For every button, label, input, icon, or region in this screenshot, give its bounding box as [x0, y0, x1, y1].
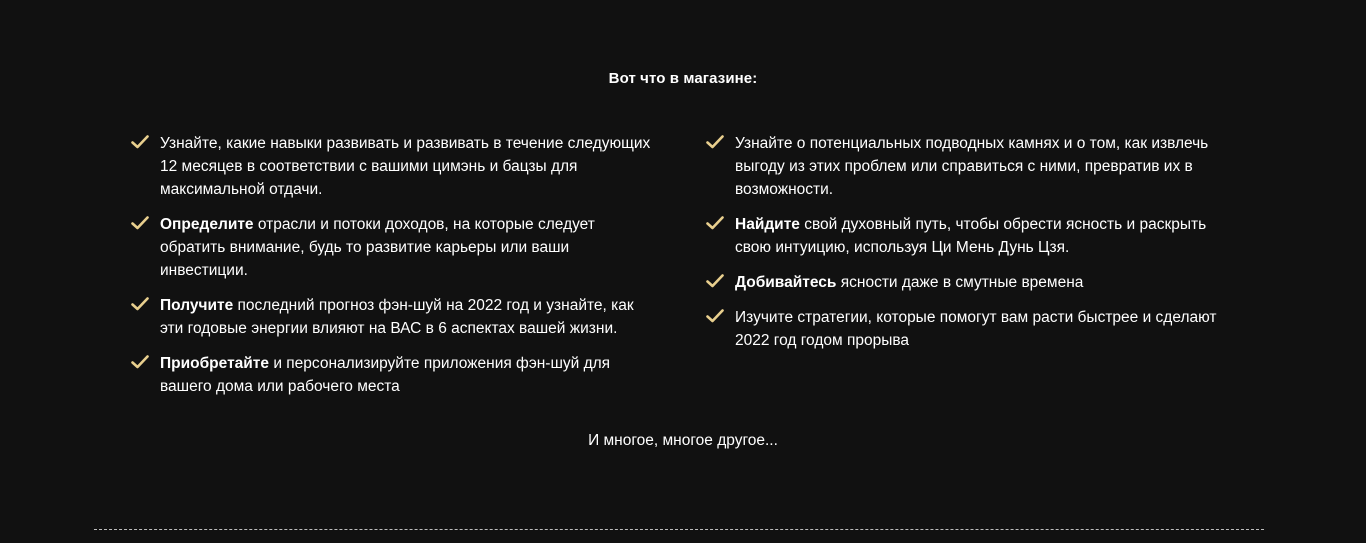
item-text: ясности даже в смутные времена: [836, 274, 1084, 291]
item-text: Узнайте о потенциальных подводных камнях и о том, как извлечь выгоду из этих проблем или справиться с ними, превратив их в возможности.: [735, 135, 1209, 198]
list-item: [706, 306, 1236, 352]
list-item: [131, 132, 651, 201]
checkmark-icon: [131, 216, 149, 230]
list-item: [131, 294, 651, 340]
list-item: [706, 213, 1236, 259]
item-text: Узнайте, какие навыки развивать и развивать в течение следующих 12 месяцев в соответствии с вашими цимэнь и бацзы для максимальной отдачи.: [160, 135, 651, 198]
item-lead: Найдите: [735, 216, 800, 233]
dashed-divider: [94, 529, 1264, 530]
list-item: [131, 352, 651, 398]
benefits-list-right: [706, 132, 1236, 364]
item-lead: Приобретайте: [160, 355, 270, 372]
section-heading: Вот что в магазине:: [608, 70, 758, 87]
list-item: [706, 271, 1236, 294]
list-item: [131, 213, 651, 282]
checkmark-icon: [706, 309, 724, 323]
item-lead: Получите: [160, 297, 234, 314]
checkmark-icon: [706, 135, 724, 149]
item-text: Изучите стратегии, которые помогут вам расти быстрее и сделают 2022 год годом прорыва: [735, 309, 1217, 349]
item-text: свой духовный путь, чтобы обрести ясность и раскрыть свою интуицию, используя Ци Мень Дунь Цзя.: [735, 216, 1207, 256]
item-text: и персонализируйте приложения фэн-шуй для вашего дома или рабочего места: [160, 355, 611, 395]
item-text: последний прогноз фэн-шуй на 2022 год и узнайте, как эти годовые энергии влияют на ВАС в 6 аспектах вашей жизни.: [160, 297, 634, 337]
checkmark-icon: [131, 355, 149, 369]
list-item: [706, 132, 1236, 201]
benefits-list-left: [131, 132, 651, 410]
more-text: И многое, многое другое...: [588, 432, 778, 449]
checkmark-icon: [706, 216, 724, 230]
checkmark-icon: [131, 297, 149, 311]
item-lead: Определите: [160, 216, 254, 233]
checkmark-icon: [706, 274, 724, 288]
item-text: отрасли и потоки доходов, на которые следует обратить внимание, будь то развитие карьеры или ваши инвестиции.: [160, 216, 595, 279]
item-lead: Добивайтесь: [735, 274, 837, 291]
checkmark-icon: [131, 135, 149, 149]
